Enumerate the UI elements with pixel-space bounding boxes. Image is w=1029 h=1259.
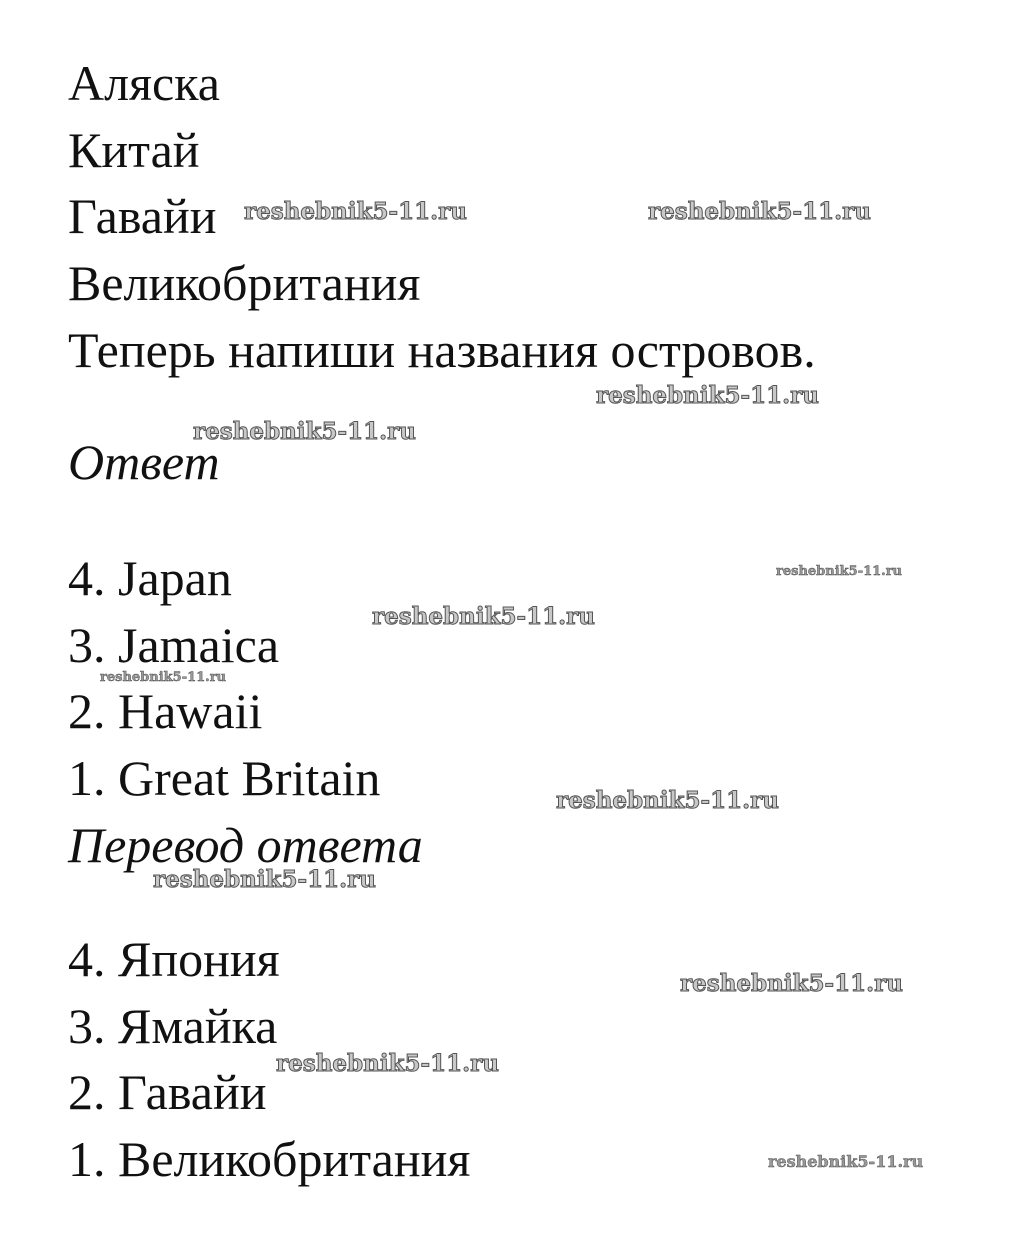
watermark: reshebnik5-11.ru <box>276 1050 499 1077</box>
answer-item: 1. Great Britain <box>68 750 381 806</box>
watermark: reshebnik5-11.ru <box>556 787 779 814</box>
watermark: reshebnik5-11.ru <box>776 564 903 579</box>
watermark: reshebnik5-11.ru <box>596 382 819 409</box>
watermark: reshebnik5-11.ru <box>372 603 595 630</box>
answer-item: 3. Jamaica <box>68 617 280 673</box>
question-line-hawaii: Гавайи <box>68 188 217 244</box>
translation-item: 4. Япония <box>68 931 280 987</box>
watermark: reshebnik5-11.ru <box>768 1152 924 1171</box>
watermark: reshebnik5-11.ru <box>244 198 467 225</box>
task-instruction: Теперь напиши названия островов. <box>68 322 816 378</box>
translation-item: 3. Ямайка <box>68 998 278 1054</box>
watermark: reshebnik5-11.ru <box>193 418 416 445</box>
translation-item: 2. Гавайи <box>68 1064 267 1120</box>
answer-item: 2. Hawaii <box>68 683 263 739</box>
question-line-great-britain: Великобритания <box>68 255 421 311</box>
translation-heading: Перевод ответа <box>68 817 423 873</box>
watermark: reshebnik5-11.ru <box>648 198 871 225</box>
watermark: reshebnik5-11.ru <box>680 970 903 997</box>
answer-item: 4. Japan <box>68 550 232 606</box>
watermark: reshebnik5-11.ru <box>153 866 376 893</box>
translation-item: 1. Великобритания <box>68 1131 471 1187</box>
answer-heading: Ответ <box>68 434 220 490</box>
watermark: reshebnik5-11.ru <box>100 670 227 685</box>
question-line-alaska: Аляска <box>68 55 220 111</box>
question-line-china: Китай <box>68 122 200 178</box>
